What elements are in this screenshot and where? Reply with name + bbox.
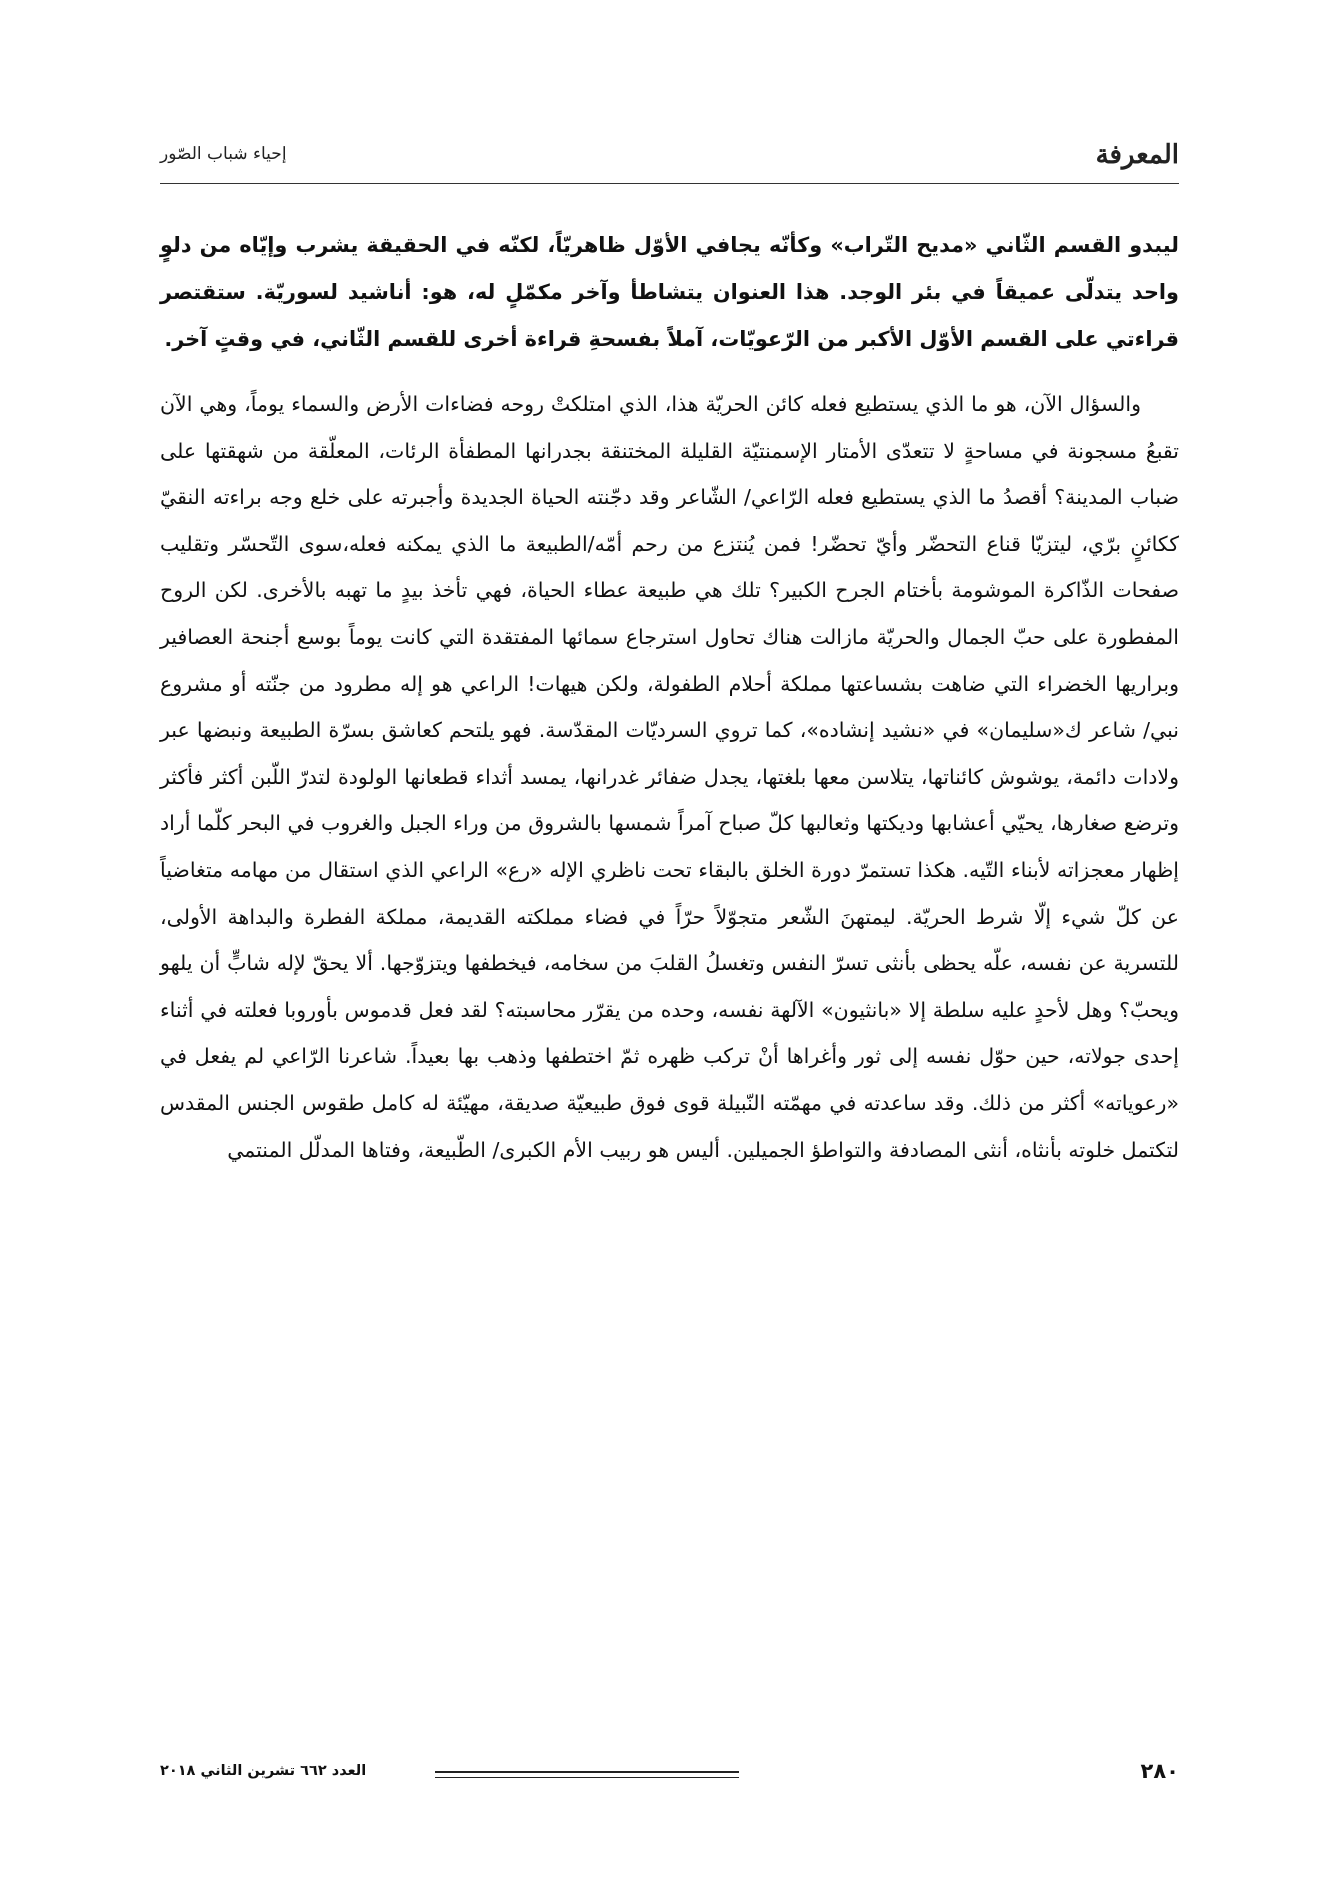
header-divider	[160, 183, 1179, 184]
page-header	[160, 140, 1179, 180]
footer-divider	[435, 1771, 739, 1778]
page-number: ٢٨٠	[1140, 1759, 1179, 1783]
page-footer	[160, 1759, 1179, 1793]
body-paragraph: والسؤال الآن، هو ما الذي يستطيع فعله كائن الحريّة هذا، الذي امتلكتْ روحه فضاءات الأرض والسماء يوماً، وهي الآن تقبعُ مسجونة في مساحةٍ لا تتعدّى الأمتار الإسمنتيّة القليلة المختنقة بجدرانها المطفأة الرئات، المعلّقة من شهقتها على ضباب المدينة؟ أقصدُ ما الذي يستطيع فعله الرّاعي/ الشّاعر وقد دجّنته الحياة الجديدة وأجبرته على خلع وجه براءته النقيّ ككائنٍ برّي، ليتزيّا قناع التحضّر وأيّ تحضّر! فمن يُنتزع من رحم أمّه/الطبيعة ما الذي يمكنه فعله،سوى التّحسّر وتقليب صفحات الذّاكرة الموشومة بأختام الجرح الكبير؟ تلك هي طبيعة عطاء الحياة، فهي تأخذ بيدٍ ما تهبه بالأخرى. لكن الروح المفطورة على حبّ الجمال والحريّة مازالت هناك تحاول استرجاع سمائها المفتقدة التي كانت يوماً بوسع أجنحة العصافير وبراريها الخضراء التي ضاهت بشساعتها مملكة أحلام الطفولة، ولكن هيهات! الراعي هو إله مطرود من جنّته أو مشروع نبي/ شاعر ك«سليمان» في «نشيد إنشاده»، كما تروي السرديّات المقدّسة. فهو يلتحم كعاشق بسرّة الطبيعة ونبضها عبر ولادات دائمة، يوشوش كائناتها، يتلاسن معها بلغتها، يجدل ضفائر غدرانها، يمسد أثداء قطعانها الولودة لتدرّ اللّبن أكثر فأكثر وترضع صغارها، يحيّي أعشابها وديكتها وثعالبها كلّ صباح آمراً شمسها بالشروق من وراء الجبل والغروب في البحر كلّما أراد إظهار معجزاته لأبناء التّيه. هكذا تستمرّ دورة الخلق بالبقاء تحت ناظري الإله «رع» الراعي الذي استقال من مهامه متغاضياً عن كلّ شيء إلّا شرط الحريّة. ليمتهنَ الشّعر متجوّلاً حرّاً في فضاء مملكته القديمة، مملكة الفطرة والبداهة الأولى، للتسرية عن نفسه، علّه يحظى بأنثى تسرّ النفس وتغسلُ القلبَ من سخامه، فيخطفها ويتزوّجها. ألا يحقّ لإله شابٍّ أن يلهو ويحبّ؟ وهل لأحدٍ عليه سلطة إلا «بانثيون» الآلهة نفسه، وحده من يقرّر محاسبته؟ لقد فعل قدموس بأوروبا فعلته في أثناء إحدى جولاته، حين حوّل نفسه إلى ثور وأغراها أنْ تركب ظهره ثمّ اختطفها وذهب بها بعيداً. شاعرنا الرّاعي لم يفعل في «رعوياته» أكثر من ذلك. وقد ساعدته في مهمّته النّبيلة قوى فوق طبيعيّة صديقة، مهيّئة له كامل طقوس الجنس المقدس لتكتمل خلوته بأنثاه، أنثى المصادفة والتواطؤ الجميلين. أليس هو ربيب الأم الكبرى/ الطّبيعة، وفتاها المدلّل المنتمي	[160, 392, 1179, 1162]
intro-paragraph: ليبدو القسم الثّاني «مديح التّراب» وكأنّه يجافي الأوّل ظاهريّاً، لكنّه في الحقيقة يشرب وإيّاه من دلوٍ واحد يتدلّى عميقاً في بئر الوجد. هذا العنوان يتشاطأ وآخر مكمّلٍ له، هو: أناشيد لسوريّة. ستقتصر قراءتي على القسم الأوّل الأكبر من الرّعويّات، آملاً بفسحةِ قراءة أخرى للقسم الثّاني، في وقتٍ آخر.	[160, 233, 1179, 351]
article-body	[160, 222, 1179, 1173]
issue-info: العدد ٦٦٢ تشرين الثاني ٢٠١٨	[160, 1763, 367, 1779]
journal-logo: المعرفة	[1095, 140, 1179, 170]
running-title: إحياء شباب الصّور	[160, 144, 287, 164]
